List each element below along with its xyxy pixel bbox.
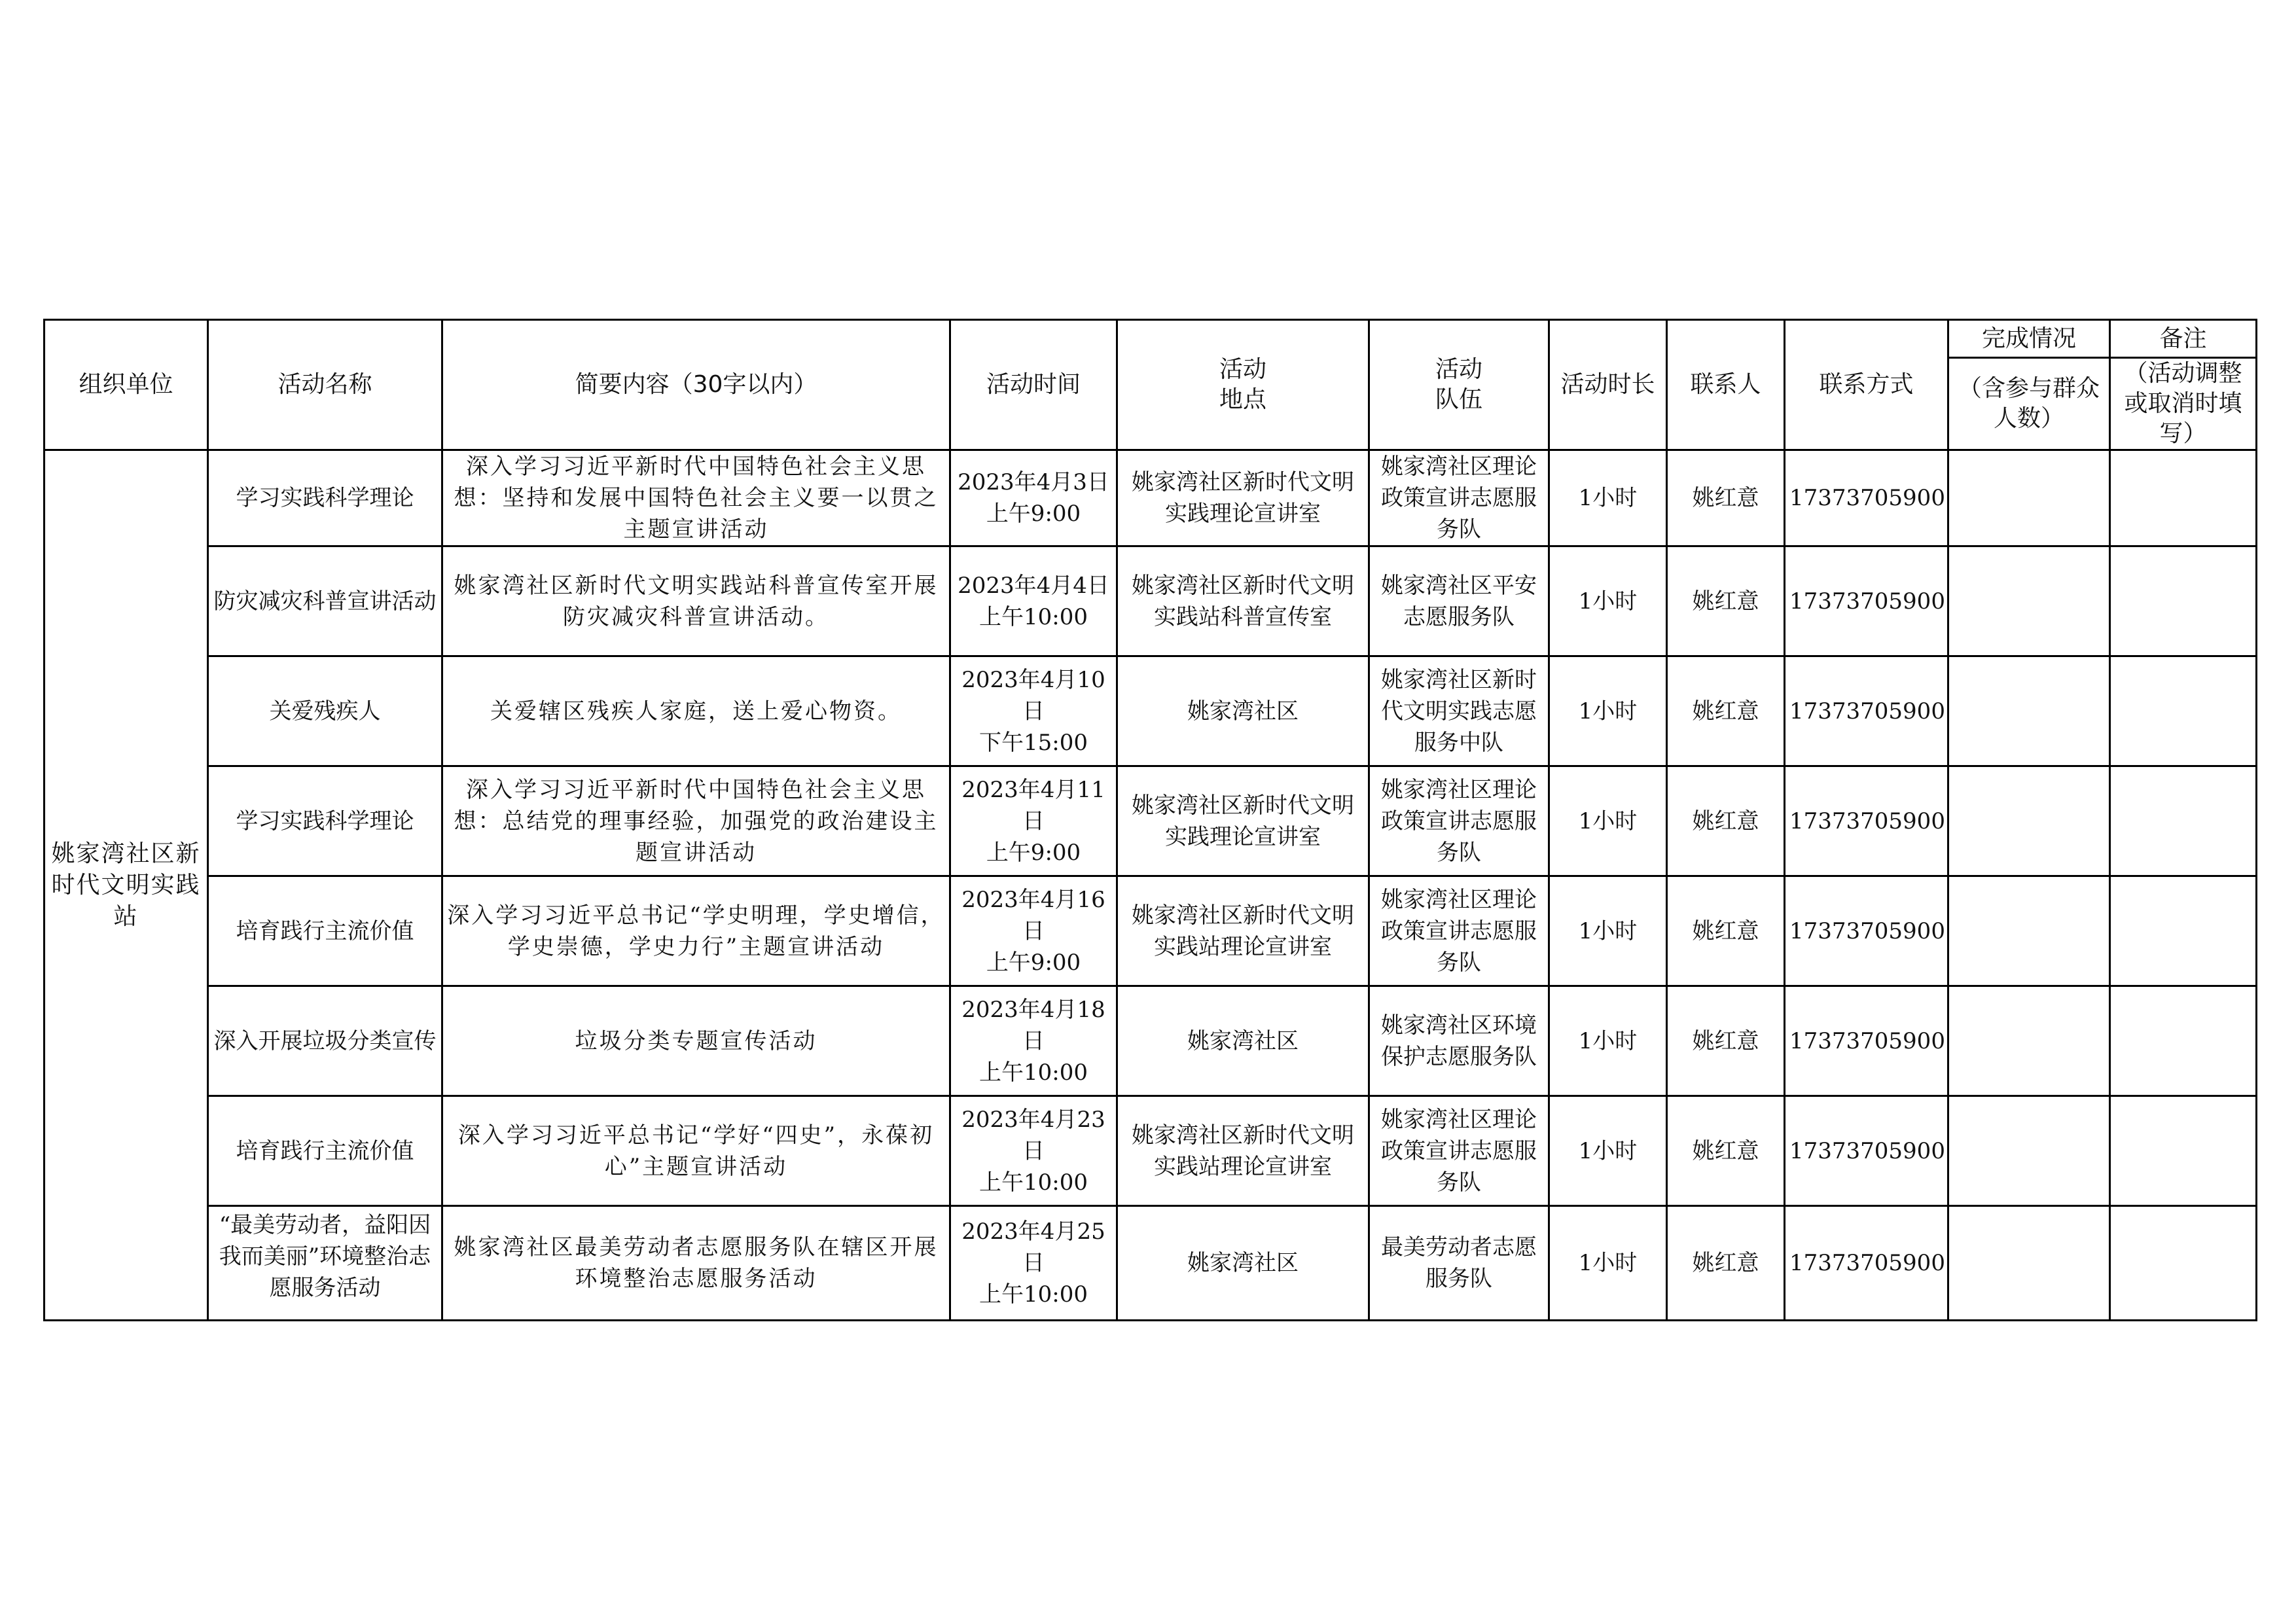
contact-person: 姚红意 xyxy=(1667,546,1785,656)
remark-cell xyxy=(2110,1206,2257,1321)
contact-person: 姚红意 xyxy=(1667,876,1785,986)
contact-person: 姚红意 xyxy=(1667,1096,1785,1206)
activity-name: 培育践行主流价值 xyxy=(208,1096,442,1206)
activity-name: 学习实践科学理论 xyxy=(208,766,442,876)
activity-place: 姚家湾社区新时代文明实践站理论宣讲室 xyxy=(1117,1096,1369,1206)
activity-duration: 1小时 xyxy=(1549,876,1667,986)
table-row xyxy=(45,1096,2257,1206)
activity-place: 姚家湾社区 xyxy=(1117,656,1369,766)
activity-content: 姚家湾社区新时代文明实践站科普宣传室开展防灾减灾科普宣讲活动。 xyxy=(442,546,950,656)
activity-duration: 1小时 xyxy=(1549,1206,1667,1321)
contact-person: 姚红意 xyxy=(1667,656,1785,766)
activity-duration: 1小时 xyxy=(1549,766,1667,876)
activity-name: 关爱残疾人 xyxy=(208,656,442,766)
activity-time: 2023年4月3日 上午9:00 xyxy=(950,450,1117,546)
completion-cell xyxy=(1948,450,2110,546)
activity-team: 姚家湾社区新时代文明实践志愿服务中队 xyxy=(1369,656,1549,766)
activity-place: 姚家湾社区新时代文明实践理论宣讲室 xyxy=(1117,766,1369,876)
completion-cell xyxy=(1948,876,2110,986)
header-content: 简要内容（30字以内） xyxy=(442,320,950,450)
org-unit-cell: 姚家湾社区新时代文明实践站 xyxy=(45,450,208,1321)
completion-cell xyxy=(1948,656,2110,766)
contact-phone: 17373705900 xyxy=(1785,986,1948,1096)
header-remark-sub: （活动调整或取消时填写） xyxy=(2110,358,2257,450)
activity-time: 2023年4月4日 上午10:00 xyxy=(950,546,1117,656)
table-row xyxy=(45,656,2257,766)
remark-cell xyxy=(2110,450,2257,546)
header-place: 活动 地点 xyxy=(1117,320,1369,450)
activity-time: 2023年4月11日 上午9:00 xyxy=(950,766,1117,876)
activity-team: 姚家湾社区理论政策宣讲志愿服务队 xyxy=(1369,450,1549,546)
activity-duration: 1小时 xyxy=(1549,986,1667,1096)
completion-cell xyxy=(1948,986,2110,1096)
activity-name-cell xyxy=(208,1206,442,1321)
contact-phone: 17373705900 xyxy=(1785,450,1948,546)
remark-cell xyxy=(2110,876,2257,986)
table-row xyxy=(45,546,2257,656)
activity-time: 2023年4月25日 上午10:00 xyxy=(950,1206,1117,1321)
contact-phone: 17373705900 xyxy=(1785,656,1948,766)
activity-name: 深入开展垃圾分类宣传 xyxy=(208,986,442,1096)
activity-time: 2023年4月10日 下午15:00 xyxy=(950,656,1117,766)
remark-cell xyxy=(2110,986,2257,1096)
completion-cell xyxy=(1948,1096,2110,1206)
table-row xyxy=(45,450,2257,546)
activity-time: 2023年4月16日 上午9:00 xyxy=(950,876,1117,986)
contact-phone: 17373705900 xyxy=(1785,1206,1948,1321)
header-completion: 完成情况 xyxy=(1948,320,2110,358)
contact-person: 姚红意 xyxy=(1667,450,1785,546)
activity-content: 关爱辖区残疾人家庭，送上爱心物资。 xyxy=(442,656,950,766)
remark-cell xyxy=(2110,1096,2257,1206)
activity-team: 姚家湾社区理论政策宣讲志愿服务队 xyxy=(1369,1096,1549,1206)
contact-person: 姚红意 xyxy=(1667,986,1785,1096)
activity-place: 姚家湾社区新时代文明实践理论宣讲室 xyxy=(1117,450,1369,546)
activity-content: 姚家湾社区最美劳动者志愿服务队在辖区开展环境整治志愿服务活动 xyxy=(442,1206,950,1321)
header-name: 活动名称 xyxy=(208,320,442,450)
contact-phone: 17373705900 xyxy=(1785,546,1948,656)
remark-cell xyxy=(2110,546,2257,656)
table-row xyxy=(45,876,2257,986)
table-row xyxy=(45,1206,2257,1321)
activity-name: “最美劳动者，益阳因我而美丽”环境整治志愿服务活动 xyxy=(219,1212,431,1301)
contact-phone: 17373705900 xyxy=(1785,876,1948,986)
remark-cell xyxy=(2110,766,2257,876)
header-contact-method: 联系方式 xyxy=(1785,320,1948,450)
header-contact-person: 联系人 xyxy=(1667,320,1785,450)
activity-team: 最美劳动者志愿服务队 xyxy=(1369,1206,1549,1321)
activity-team: 姚家湾社区环境保护志愿服务队 xyxy=(1369,986,1549,1096)
header-time: 活动时间 xyxy=(950,320,1117,450)
completion-cell xyxy=(1948,546,2110,656)
contact-person: 姚红意 xyxy=(1667,1206,1785,1321)
activity-name: 防灾减灾科普宣讲活动 xyxy=(208,546,442,656)
activity-content: 深入学习习近平总书记“学史明理，学史增信，学史崇德，学史力行”主题宣讲活动 xyxy=(442,876,950,986)
header-remark: 备注 xyxy=(2110,320,2257,358)
activity-place: 姚家湾社区新时代文明实践站科普宣传室 xyxy=(1117,546,1369,656)
activity-team: 姚家湾社区平安志愿服务队 xyxy=(1369,546,1549,656)
contact-person: 姚红意 xyxy=(1667,766,1785,876)
header-team: 活动 队伍 xyxy=(1369,320,1549,450)
activity-name: 学习实践科学理论 xyxy=(208,450,442,546)
activity-content: 垃圾分类专题宣传活动 xyxy=(442,986,950,1096)
contact-phone: 17373705900 xyxy=(1785,766,1948,876)
completion-cell xyxy=(1948,766,2110,876)
activity-name: 培育践行主流价值 xyxy=(208,876,442,986)
activity-place: 姚家湾社区 xyxy=(1117,986,1369,1096)
completion-cell xyxy=(1948,1206,2110,1321)
activity-time: 2023年4月23日 上午10:00 xyxy=(950,1096,1117,1206)
activity-place: 姚家湾社区 xyxy=(1117,1206,1369,1321)
header-duration: 活动时长 xyxy=(1549,320,1667,450)
activity-content: 深入学习习近平总书记“学好“四史”，永葆初心”主题宣讲活动 xyxy=(442,1096,950,1206)
remark-cell xyxy=(2110,656,2257,766)
activity-duration: 1小时 xyxy=(1549,546,1667,656)
activity-content: 深入学习习近平新时代中国特色社会主义思想：总结党的理事经验，加强党的政治建设主题宣讲活动 xyxy=(442,766,950,876)
activity-place: 姚家湾社区新时代文明实践站理论宣讲室 xyxy=(1117,876,1369,986)
table-body xyxy=(45,450,2257,1321)
table-row xyxy=(45,766,2257,876)
header-completion-sub: （含参与群众人数） xyxy=(1948,358,2110,450)
activity-duration: 1小时 xyxy=(1549,450,1667,546)
header-org: 组织单位 xyxy=(45,320,208,450)
activity-team: 姚家湾社区理论政策宣讲志愿服务队 xyxy=(1369,766,1549,876)
contact-phone: 17373705900 xyxy=(1785,1096,1948,1206)
activity-duration: 1小时 xyxy=(1549,656,1667,766)
activity-team: 姚家湾社区理论政策宣讲志愿服务队 xyxy=(1369,876,1549,986)
activity-schedule-table xyxy=(43,319,2257,1321)
activity-time: 2023年4月18日 上午10:00 xyxy=(950,986,1117,1096)
activity-content: 深入学习习近平新时代中国特色社会主义思想：坚持和发展中国特色社会主义要一以贯之主题宣讲活动 xyxy=(442,450,950,546)
activity-duration: 1小时 xyxy=(1549,1096,1667,1206)
table-row xyxy=(45,986,2257,1096)
